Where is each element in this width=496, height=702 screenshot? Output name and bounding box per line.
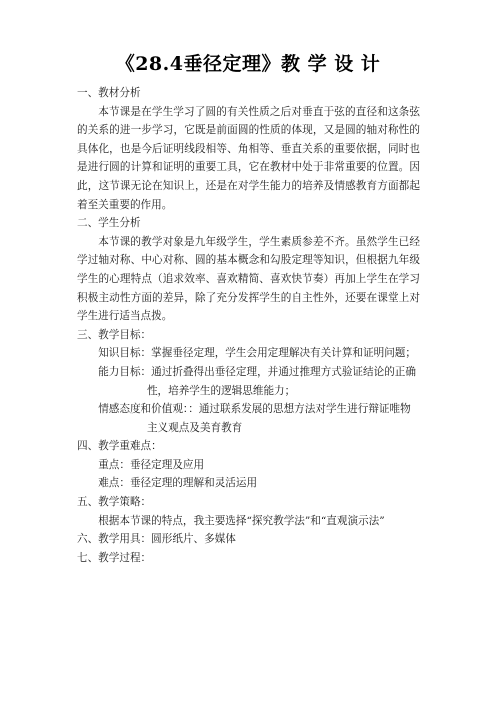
document-title: 《28.4垂径定理》教 学 设 计 [115, 53, 381, 75]
section-paragraph-student-analysis: 本节课的教学对象是九年级学生，学生素质参差不齐。虽然学生已经学过轴对称、中心对称、圆的基本概念和勾股定理等知识，但根据九年级学生的心理特点（追求效率、喜欢精简、喜欢快节奏）再加上学生在学习积极主动性方面的差异，除了充分发挥学生的自主性外，还要在课堂上对学生进行适当点拨。 [77, 235, 420, 323]
key-point-difficulty: 难点：垂径定理的理解和灵活运用 [98, 477, 258, 490]
key-point-focus: 重点：垂径定理及应用 [98, 458, 205, 471]
section-heading-teaching-process: 七、教学过程： [77, 551, 152, 564]
section-heading-textbook-analysis: 一、教材分析 [77, 87, 141, 99]
goal-emotion: 情感态度和价值观：：通过联系发展的思想方法对学生进行辩证唯物主义观点及美育教育 [98, 403, 411, 434]
section-heading-key-points: 四、教学重难点： [77, 440, 162, 453]
section-paragraph-textbook-analysis: 本节课是在学生学习了圆的有关性质之后对垂直于弦的直径和这条弦的关系的进一步学习，它既是前面圆的性质的体现，又是圆的轴对称性的具体化，也是今后证明线段相等、角相等、垂直关系的重要依据，同时也是进行圆的计算和证明的重要工具，它在教材中处于非常重要的位置。因此，这节课无论在知识上，还是在对学生能力的培养及情感教育方面都起着至关重要的作用。 [77, 105, 420, 211]
goal-ability: 能力目标：通过折叠得出垂径定理，并通过推理方式验证结论的正确性，培养学生的逻辑思维能力； [98, 365, 416, 397]
document-body [77, 84, 420, 567]
section-heading-teaching-tools: 六、教学用具：圆形纸片、多媒体 [77, 533, 236, 546]
section-heading-teaching-goals: 三、教学目标： [77, 328, 152, 341]
section-heading-teaching-strategy: 五、教学策略： [77, 496, 152, 509]
teaching-strategy-text: 根据本节课的特点，我主要选择“探究教学法”和“直观演示法” [98, 514, 385, 527]
goal-knowledge: 知识目标：掌握垂径定理，学生会用定理解决有关计算和证明问题； [98, 347, 416, 360]
section-heading-student-analysis: 二、学生分析 [77, 217, 141, 230]
